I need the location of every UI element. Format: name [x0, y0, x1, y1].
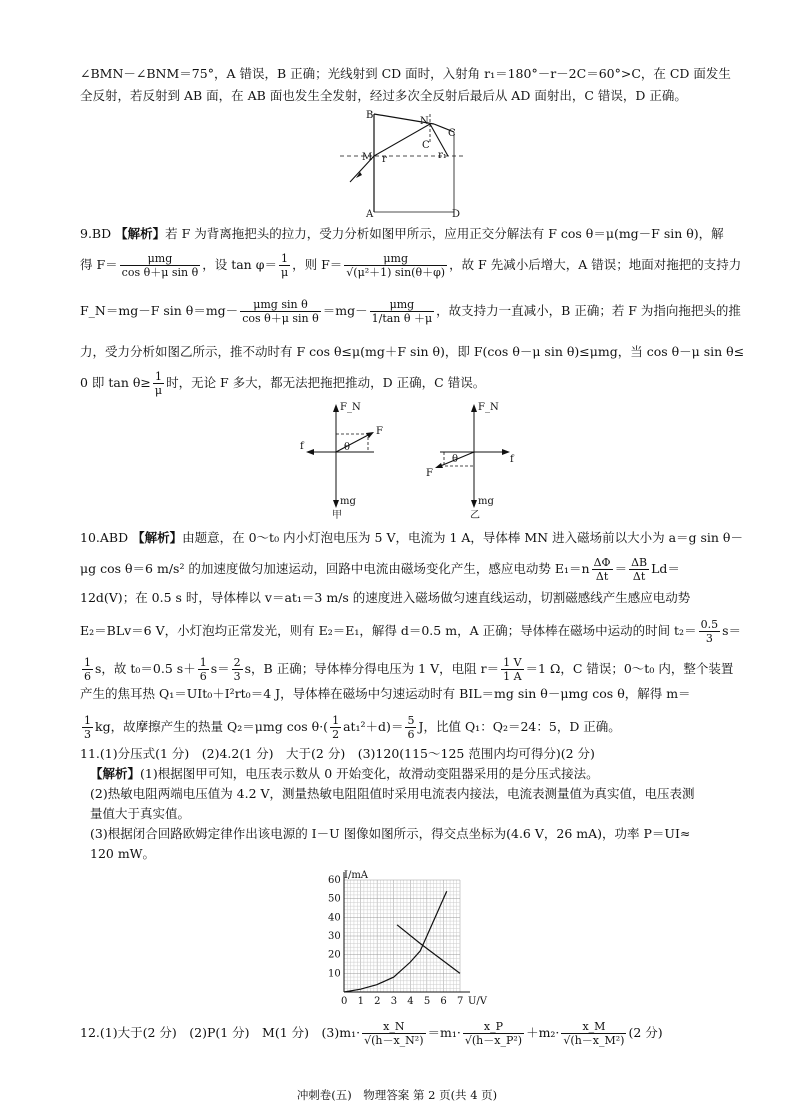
fraction: $\frac{1}{6}$ — [199, 656, 207, 683]
q10-line1: 10.ABD 【解析】由题意，在 0～t₀ 内小灯泡电压为 5 V，电流为 1 A，导体棒 MN 进入磁场前以大小为 a＝g sin θ－ — [80, 530, 743, 545]
x-tick-label: 0 — [341, 996, 348, 1007]
q10-line6: 产生的焦耳热 Q₁＝UIt₀＋I²rt₀＝4 J，导体棒在磁场中匀速运动时有 BIL＝mg sin θ－μmg cos θ，解得 m＝ — [80, 686, 691, 701]
x-tick-label: 4 — [407, 996, 414, 1007]
force-diagram-jia — [296, 400, 396, 520]
q8-line2: 全反射，若反射到 AB 面，在 AB 面也发生全发射，经过多次全反射后最后从 AD 面射出，C 错误，D 正确。 — [80, 88, 687, 103]
fraction: $\frac{\text{μmg}}{\text{cos θ＋μ sin θ}}$ — [121, 252, 199, 279]
q11-answer: 11.(1)分压式(1 分) (2)4.2(1 分) 大于(2 分) (3)120(115～125 范围内均可得分)(2 分) — [80, 746, 595, 761]
q11-p2b: 量值大于真实值。 — [90, 806, 191, 821]
label-D: D — [452, 209, 461, 220]
caption-jia: 甲 — [332, 510, 342, 521]
q11-p1: 【解析】(1)根据图甲可知，电压表示数从 0 开始变化，故滑动变阻器采用的是分压式接法。 — [90, 766, 599, 781]
q9-line2: 得 F＝ $\frac{\text{μmg}}{\text{cos θ＋μ sin θ}}$ ，设 tan φ＝ $\frac{1}{\mu}$ ，则 F＝ $\frac{\text{μmg}}{\text{√(μ²＋1) sin(θ＋φ)}}$ ，故 F 先减小后增大，A 错误；地面对拖把的支持力 — [80, 252, 742, 279]
fraction: $\frac{1}{6}$ — [84, 656, 91, 683]
y-tick-label: 50 — [328, 893, 341, 905]
label-FN: F_N — [478, 402, 499, 413]
iu-chart — [300, 868, 500, 1013]
label-N: N — [420, 116, 429, 127]
label-B: B — [366, 110, 374, 121]
fraction: $\frac{\Delta B}{\Delta t}$ — [631, 556, 648, 583]
caption-yi: 乙 — [470, 510, 480, 521]
y-tick-label: 10 — [328, 968, 341, 980]
x-tick-label: 3 — [390, 996, 398, 1007]
label-theta: θ — [452, 454, 459, 465]
fraction: $\frac{1}{3}$ — [84, 714, 91, 741]
label-C2: C — [422, 140, 430, 151]
q10-line5: $\frac{1}{6}$ s，故 t₀＝0.5 s＋ $\frac{1}{6}$ s＝ $\frac{2}{3}$ s，B 正确；导体棒分得电压为 1 V，电阻 r＝ $\frac{1 V}{1 A}$ ＝1 Ω，C 错误；0～t₀ 内，整个装置 — [84, 656, 734, 683]
q11-p2a: (2)热敏电阻两端电压值为 4.2 V，测量热敏电阻阻值时采用电流表内接法，电流表测量值为真实值，电压表测 — [90, 786, 695, 801]
page-footer: 冲刺卷(五) 物理答案 第 2 页(共 4 页) — [296, 1088, 498, 1102]
q11-p3b: 120 mW。 — [90, 846, 156, 861]
y-tick-label: 30 — [328, 931, 341, 942]
fraction: $\frac{\text{μmg}}{\text{√(μ²＋1) sin(θ＋φ)}}$ — [346, 252, 446, 279]
label-mg: mg — [340, 496, 356, 507]
fraction: $\frac{x\_M}{\text{√(h－x\_M²)}}$ — [563, 1020, 625, 1047]
q10-line3: 12d(V)；在 0.5 s 时，导体棒以 v＝at₁＝3 m/s 的速度进入磁场做匀速直线运动，切割磁感线产生感应电动势 — [80, 590, 691, 605]
q9-line3: F_N＝mg－F sin θ＝mg－ $\frac{\text{μmg sin θ}}{\text{cos θ＋μ sin θ}}$ ＝mg－ $\frac{\text{μmg}}{\text{1/tan θ ＋μ}}$ ，故支持力一直减小，B 正确；若 F 为指向拖把头的推 — [80, 298, 741, 325]
y-tick-label: 40 — [328, 912, 341, 924]
x-tick-label: 6 — [440, 996, 447, 1007]
label-A: A — [366, 209, 374, 220]
fraction: $\frac{0.5}{3}$ — [700, 618, 719, 645]
x-tick-label: 5 — [423, 996, 431, 1007]
prism-figure — [330, 104, 480, 219]
force-diagram-yi — [420, 400, 520, 520]
q9-line4: 力，受力分析如图乙所示，推不动时有 F cos θ≤μ(mg＋F sin θ)，即 F(cos θ－μ sin θ)≤μmg，当 cos θ－μ sin θ≤ — [80, 344, 745, 359]
fraction: $\frac{1}{\mu}$ — [154, 370, 163, 397]
y-axis-label: I/mA — [344, 870, 369, 881]
q9-line5: 0 即 tan θ≥ $\frac{1}{\mu}$ 时，无论 F 多大，都无法把拖把推动，D 正确，C 错误。 — [80, 370, 486, 397]
label-f: f — [510, 454, 514, 465]
x-axis-label: U/V — [468, 996, 488, 1007]
fraction: $\frac{x\_N}{\text{√(h－x\_N²)}}$ — [364, 1020, 424, 1047]
q9-line1: 9.BD 【解析】若 F 为背离拖把头的拉力，受力分析如图甲所示，应用正交分解法有 F cos θ＝μ(mg－F sin θ)，解 — [80, 226, 724, 241]
label-theta: θ — [344, 442, 351, 453]
fraction: $\frac{1 V}{1 A}$ — [503, 656, 522, 683]
label-F: F — [376, 426, 383, 437]
x-tick-label: 1 — [357, 996, 364, 1007]
q10-line2: μg cos θ＝6 m/s² 的加速度做匀加速运动，回路中电流由磁场变化产生，感应电动势 E₁＝n $\frac{\Delta\Phi}{\Delta t}$ ＝ $\frac{\Delta B}{\Delta t}$ Ld＝ — [80, 556, 680, 583]
fraction: $\frac{\Delta\Phi}{\Delta t}$ — [593, 556, 611, 583]
label-M: M — [362, 152, 373, 163]
q12-answer: 12.(1)大于(2 分) (2)P(1 分) M(1 分) (3)m₁· $\frac{x\_N}{\text{√(h－x\_N²)}}$ ＝m₁· $\frac{x\_P}{\text{√(h－x\_P²)}}$ ＋m₂· $\frac{x\_M}{\text{√(h－x\_M²)}}$ (2 分) — [80, 1020, 663, 1047]
fraction: $\frac{5}{6}$ — [407, 714, 415, 741]
fraction: $\frac{\text{μmg sin θ}}{\text{cos θ＋μ sin θ}}$ — [242, 298, 319, 325]
fraction: $\frac{2}{3}$ — [233, 656, 241, 683]
label-F: F — [426, 468, 433, 479]
y-tick-label: 60 — [328, 875, 341, 886]
label-f: f — [300, 441, 304, 452]
q10-line7: $\frac{1}{3}$ kg，故摩擦产生的热量 Q₂＝μmg cos θ·( $\frac{1}{2}$ at₁²＋d)＝ $\frac{5}{6}$ J，比值 Q₁：Q₂＝24：5，D 正确。 — [84, 714, 621, 741]
label-C1: C — [448, 128, 456, 139]
fraction: $\frac{x\_P}{\text{√(h－x\_P²)}}$ — [464, 1020, 523, 1047]
label-mg: mg — [478, 496, 494, 507]
y-tick-label: 20 — [328, 949, 341, 961]
fraction: $\frac{1}{2}$ — [332, 714, 340, 741]
chart-grid — [344, 872, 470, 992]
x-tick-label: 2 — [374, 996, 381, 1007]
fraction: $\frac{\text{μmg}}{\text{1/tan θ ＋μ}}$ — [371, 298, 433, 325]
q10-line4: E₂＝BLv＝6 V，小灯泡均正常发光，则有 E₂＝E₁，解得 d＝0.5 m，A 正确；导体棒在磁场中运动的时间 t₂＝ $\frac{0.5}{3}$ s＝ — [80, 618, 741, 645]
x-tick-label: 7 — [457, 996, 464, 1007]
label-r: r — [382, 154, 387, 165]
fraction: $\frac{1}{\mu}$ — [280, 252, 289, 279]
label-FN: F_N — [340, 402, 361, 413]
label-r1: r₁ — [438, 150, 447, 161]
q11-p3a: (3)根据闭合回路欧姆定律作出该电源的 I－U 图像如图所示，得交点坐标为(4.6 V，26 mA)，功率 P＝UI≈ — [90, 826, 691, 841]
q8-line1: ∠BMN－∠BNM＝75°，A 错误，B 正确；光线射到 CD 面时，入射角 r₁＝180°－r－2C＝60°>C，在 CD 面发生 — [80, 66, 731, 81]
